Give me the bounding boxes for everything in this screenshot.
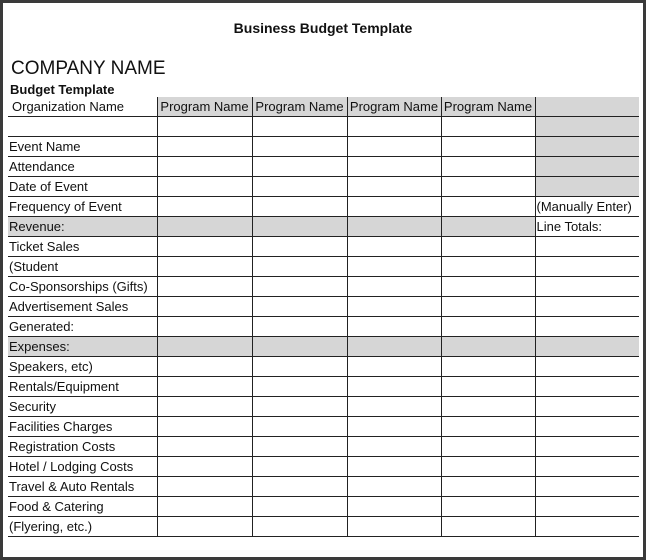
table-row [8,257,639,277]
organization-name-cell[interactable]: Organization Name [8,97,157,117]
row-label-cell[interactable]: (Flyering, etc.) [8,517,157,537]
program-name-header[interactable]: Program Name [157,97,252,117]
program-value-cell[interactable] [347,217,441,237]
program-value-cell[interactable] [347,397,441,417]
program-value-cell[interactable] [157,117,252,137]
program-value-cell[interactable] [157,457,252,477]
row-label-cell[interactable]: Attendance [8,157,157,177]
program-value-cell[interactable] [441,257,535,277]
program-value-cell[interactable] [157,257,252,277]
program-value-cell[interactable] [252,377,347,397]
line-total-cell[interactable] [535,337,639,357]
line-total-cell[interactable] [535,317,639,337]
line-total-cell[interactable] [535,297,639,317]
program-value-cell[interactable] [252,417,347,437]
program-value-cell[interactable] [347,377,441,397]
program-value-cell[interactable] [441,457,535,477]
row-label-cell[interactable]: Speakers, etc) [8,357,157,377]
header-row [8,97,639,117]
program-value-cell[interactable] [157,437,252,457]
program-value-cell[interactable] [252,477,347,497]
row-label-cell[interactable]: Rentals/Equipment [8,377,157,397]
program-value-cell[interactable] [252,277,347,297]
program-value-cell[interactable] [157,297,252,317]
line-total-cell[interactable] [535,137,639,157]
program-value-cell[interactable] [157,397,252,417]
row-label-cell[interactable]: Co-Sponsorships (Gifts) [8,277,157,297]
program-value-cell[interactable] [347,157,441,177]
program-value-cell[interactable] [252,117,347,137]
table-row [8,517,639,537]
program-value-cell[interactable] [252,257,347,277]
row-label-cell[interactable]: Facilities Charges [8,417,157,437]
program-value-cell[interactable] [347,257,441,277]
program-value-cell[interactable] [347,417,441,437]
program-value-cell[interactable] [252,457,347,477]
program-value-cell[interactable] [347,117,441,137]
program-value-cell[interactable] [347,497,441,517]
budget-document [3,3,643,557]
program-value-cell[interactable] [347,457,441,477]
table-row [8,437,639,457]
table-row [8,497,639,517]
program-value-cell[interactable] [441,417,535,437]
company-name[interactable]: COMPANY NAME [11,58,166,79]
budget-subtitle: Budget Template [10,82,115,97]
line-total-cell[interactable] [535,117,639,137]
program-value-cell[interactable] [157,197,252,217]
program-value-cell[interactable] [347,137,441,157]
line-total-cell[interactable]: (Manually Enter) [535,197,639,217]
program-value-cell[interactable] [252,177,347,197]
program-value-cell[interactable] [252,317,347,337]
row-label-cell[interactable]: Hotel / Lodging Costs [8,457,157,477]
program-name-header[interactable]: Program Name [252,97,347,117]
program-value-cell[interactable] [441,277,535,297]
program-value-cell[interactable] [347,337,441,357]
program-value-cell[interactable] [157,417,252,437]
program-value-cell[interactable] [252,157,347,177]
program-value-cell[interactable] [347,297,441,317]
program-value-cell[interactable] [441,197,535,217]
program-value-cell[interactable] [157,217,252,237]
row-label-cell[interactable]: Security [8,397,157,417]
program-value-cell[interactable] [441,377,535,397]
program-value-cell[interactable] [441,437,535,457]
row-label-cell[interactable]: Travel & Auto Rentals [8,477,157,497]
program-value-cell[interactable] [441,497,535,517]
row-label-cell[interactable] [8,117,157,137]
table-row [8,457,639,477]
row-label-cell[interactable]: Ticket Sales [8,237,157,257]
line-total-cell[interactable] [535,177,639,197]
program-value-cell[interactable] [157,497,252,517]
line-total-cell[interactable] [535,237,639,257]
program-value-cell[interactable] [441,517,535,537]
program-value-cell[interactable] [157,517,252,537]
program-value-cell[interactable] [252,217,347,237]
program-value-cell[interactable] [347,317,441,337]
totals-header[interactable] [535,97,639,117]
table-row [8,177,639,197]
table-row [8,377,639,397]
program-value-cell[interactable] [347,197,441,217]
program-value-cell[interactable] [252,237,347,257]
program-value-cell[interactable] [157,237,252,257]
program-value-cell[interactable] [441,317,535,337]
row-label-cell[interactable]: (Student [8,257,157,277]
program-value-cell[interactable] [347,517,441,537]
program-value-cell[interactable] [441,217,535,237]
table-row [8,417,639,437]
program-value-cell[interactable] [157,337,252,357]
table-row [8,297,639,317]
table-row [8,197,639,217]
line-total-cell[interactable] [535,157,639,177]
program-value-cell[interactable] [157,357,252,377]
row-label-cell[interactable]: Expenses: [8,337,157,357]
program-value-cell[interactable] [252,337,347,357]
program-value-cell[interactable] [157,157,252,177]
program-value-cell[interactable] [441,357,535,377]
table-row [8,477,639,497]
program-value-cell[interactable] [441,397,535,417]
table-row [8,277,639,297]
line-total-cell[interactable] [535,417,639,437]
program-value-cell[interactable] [441,137,535,157]
line-total-cell[interactable] [535,517,639,537]
table-row [8,397,639,417]
program-value-cell[interactable] [252,137,347,157]
program-value-cell[interactable] [252,197,347,217]
program-value-cell[interactable] [252,497,347,517]
program-value-cell[interactable] [347,437,441,457]
line-total-cell[interactable] [535,277,639,297]
table-row [8,117,639,137]
program-value-cell[interactable] [441,337,535,357]
program-value-cell[interactable] [157,317,252,337]
table-row [8,357,639,377]
program-value-cell[interactable] [252,357,347,377]
table-row [8,337,639,357]
row-label-cell[interactable]: Event Name [8,137,157,157]
table-row [8,217,639,237]
program-value-cell[interactable] [157,277,252,297]
program-value-cell[interactable] [347,177,441,197]
program-value-cell[interactable] [157,477,252,497]
table-row [8,237,639,257]
line-total-cell[interactable] [535,397,639,417]
row-label-cell[interactable]: Generated: [8,317,157,337]
row-label-cell[interactable]: Frequency of Event [8,197,157,217]
line-total-cell[interactable]: Line Totals: [535,217,639,237]
program-value-cell[interactable] [252,397,347,417]
program-value-cell[interactable] [157,137,252,157]
line-total-cell[interactable] [535,477,639,497]
row-label-cell[interactable]: Date of Event [8,177,157,197]
program-value-cell[interactable] [252,517,347,537]
line-total-cell[interactable] [535,457,639,477]
program-value-cell[interactable] [347,237,441,257]
line-total-cell[interactable] [535,437,639,457]
line-total-cell[interactable] [535,497,639,517]
document-title: Business Budget Template [233,20,413,36]
program-value-cell[interactable] [252,297,347,317]
program-value-cell[interactable] [441,297,535,317]
program-name-header[interactable]: Program Name [441,97,535,117]
row-label-cell[interactable]: Food & Catering [8,497,157,517]
program-name-header[interactable]: Program Name [347,97,441,117]
program-value-cell[interactable] [347,277,441,297]
program-value-cell[interactable] [441,177,535,197]
row-label-cell[interactable]: Advertisement Sales [8,297,157,317]
program-value-cell[interactable] [252,437,347,457]
program-value-cell[interactable] [441,237,535,257]
table-row [8,137,639,157]
program-value-cell[interactable] [157,377,252,397]
line-total-cell[interactable] [535,357,639,377]
program-value-cell[interactable] [157,177,252,197]
table-row [8,157,639,177]
table-row [8,317,639,337]
row-label-cell[interactable]: Registration Costs [8,437,157,457]
row-label-cell[interactable]: Revenue: [8,217,157,237]
program-value-cell[interactable] [347,357,441,377]
program-value-cell[interactable] [441,157,535,177]
budget-table [8,97,639,537]
line-total-cell[interactable] [535,257,639,277]
program-value-cell[interactable] [441,477,535,497]
program-value-cell[interactable] [347,477,441,497]
line-total-cell[interactable] [535,377,639,397]
program-value-cell[interactable] [441,117,535,137]
